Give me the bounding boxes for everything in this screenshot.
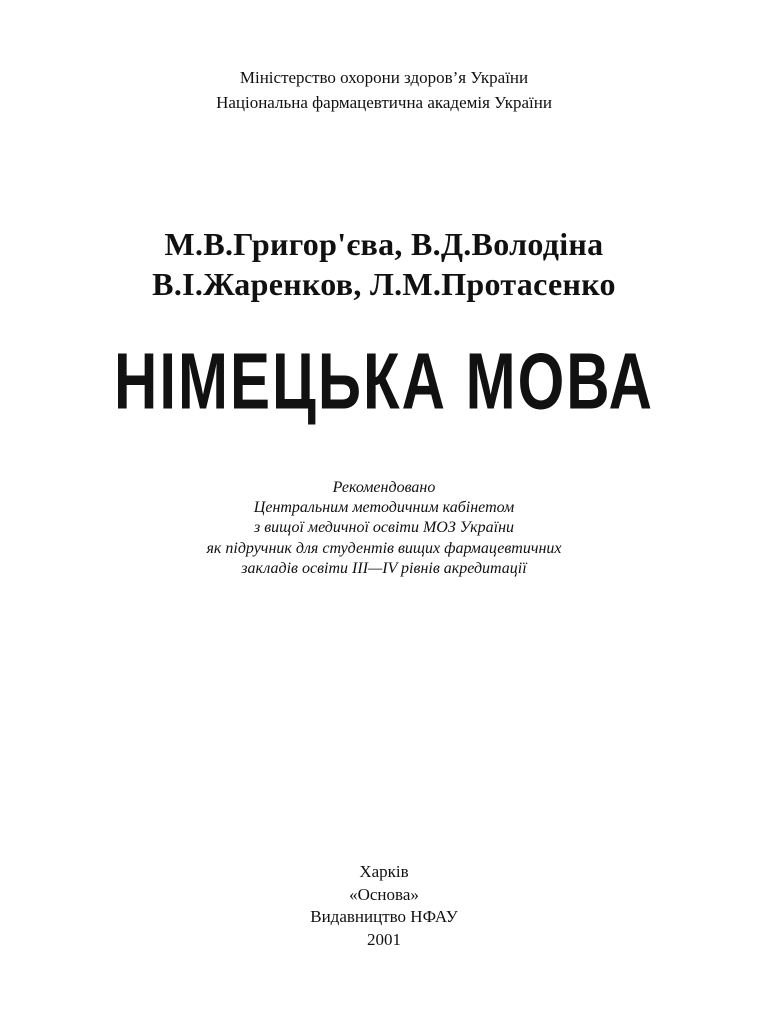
recommendation-line-5: закладів освіти III—IV рівнів акредитації: [241, 560, 527, 577]
recommendation-line-1: Рекомендовано: [332, 479, 436, 496]
book-title: НІМЕЦЬКА МОВА: [114, 336, 654, 426]
imprint-year: 2001: [367, 930, 401, 949]
recommendation-line-3: з вищої медичної освіти МОЗ України: [253, 519, 514, 536]
imprint-publisher: «Основа»: [349, 885, 419, 904]
ministry-name: Міністерство охорони здоров’я України: [239, 68, 529, 87]
academy-name: Національна фармацевтична академія України: [216, 93, 552, 112]
imprint-press: Видавництво НФАУ: [310, 907, 458, 926]
recommendation-line-2: Центральним методичним кабінетом: [253, 499, 515, 516]
imprint-city: Харків: [359, 862, 409, 881]
authors-line-2: В.І.Жаренков, Л.М.Протасенко: [152, 266, 616, 302]
recommendation-line-4: як підручник для студентів вищих фармацевтичних: [206, 540, 562, 557]
authors-line-1: М.В.Григор'єва, В.Д.Володіна: [164, 226, 604, 262]
